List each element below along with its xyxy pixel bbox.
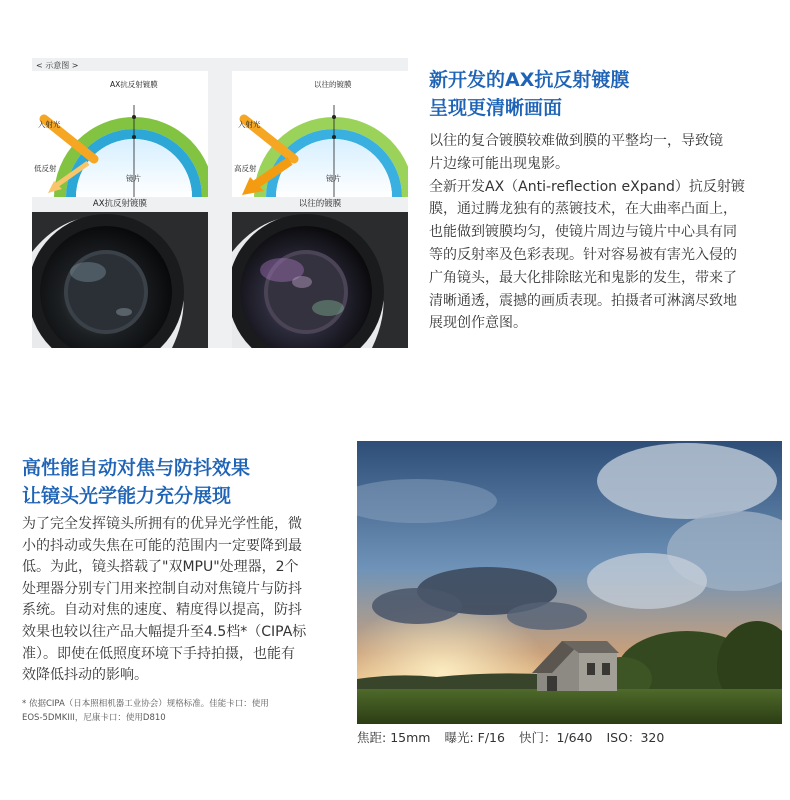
paragraph-line: 片边缘可能出现鬼影。 — [429, 155, 569, 172]
incident-light-label: 入射光 — [38, 120, 61, 129]
exif-label: 快门： — [518, 730, 557, 745]
exif-label: 曝光: — [444, 730, 478, 745]
af-vc-heading — [22, 454, 250, 510]
paragraph-line: 为了完全发挥镜头所拥有的优异光学性能，微 — [22, 516, 302, 532]
paragraph-line: 以往的复合镀膜较难做到膜的平整均一，导致镜 — [429, 133, 723, 149]
ax-coating-heading — [429, 66, 629, 122]
previous-coating-label: 以往的镀膜 — [314, 80, 352, 89]
low-reflection-label: 低反射 — [34, 164, 57, 173]
heading-line: 新开发的AX抗反射镀膜 — [429, 69, 630, 91]
paragraph-line: 效果也较以往产品大幅提升至4.5档*（CIPA标 — [22, 623, 307, 640]
high-reflection-label: 高反射 — [234, 164, 257, 173]
lens-label: 镜片 — [126, 174, 141, 183]
diagram-caption: < 示意图 > — [36, 61, 79, 70]
af-vc-description — [22, 514, 352, 687]
paragraph-line: 等的反射率及色彩表现。针对容易被有害光入侵的 — [429, 246, 737, 263]
exif-label: ISO： — [606, 730, 641, 745]
exif-value: 1/640 — [556, 730, 593, 745]
paragraph-line: 低。为此，镜头搭载了"双MPU"处理器，2个 — [22, 559, 299, 576]
paragraph-line: 广角镜头，最大化排除眩光和鬼影的发生，带来了 — [429, 269, 737, 286]
lens-label: 镜片 — [326, 174, 341, 183]
paragraph-line: 小的抖动或失焦在可能的范围内一定要降到最 — [22, 537, 302, 554]
paragraph-line: 膜，通过腾龙独有的蒸镀技术，在大曲率凸面上， — [429, 201, 737, 218]
heading-line: 呈现更清晰画面 — [429, 97, 563, 119]
ax-photo-title: AX抗反射镀膜 — [92, 199, 148, 209]
heading-line: 让镜头光学能力充分展现 — [22, 485, 232, 507]
ax-coating-description — [429, 130, 784, 335]
cipa-footnote — [22, 697, 352, 725]
shutter-info — [519, 728, 593, 746]
exif-value: 320 — [640, 730, 665, 745]
paragraph-line: 展现创作意图。 — [429, 315, 527, 332]
previous-coating-illustration — [232, 71, 408, 197]
iso-info — [607, 728, 665, 746]
paragraph-line: 清晰通透，震撼的画质表现。拍摄者可淋漓尽致地 — [429, 292, 737, 309]
previous-lens-photo — [232, 212, 408, 348]
ax-coating-label: AX抗反射镀膜 — [110, 80, 158, 89]
previous-photo-title: 以往的镀膜 — [298, 199, 342, 209]
paragraph-line: 效降低抖动的影响。 — [22, 667, 148, 684]
paragraph-line: 准）。即使在低照度环境下手持拍摄，也能有 — [22, 645, 295, 662]
footnote-line: * 依据CIPA（日本照相机器工业协会）规格标准。佳能卡口：使用 — [22, 699, 269, 709]
paragraph-line: 全新开发AX（Anti-reflection eXpand）抗反射镀 — [429, 178, 745, 195]
ax-coating-diagram — [32, 58, 408, 348]
ax-lens-photo — [32, 212, 208, 348]
paragraph-line: 也能做到镀膜均匀，使镜片周边与镜片中心具有同 — [429, 224, 737, 241]
photo-exif-info — [357, 728, 782, 746]
sample-landscape-photo — [357, 441, 782, 724]
exif-value: F/16 — [477, 730, 505, 745]
paragraph-line: 系统。自动对焦的速度、精度得以提高，防抖 — [22, 602, 302, 619]
aperture-info — [444, 728, 505, 746]
incident-light-label: 入射光 — [238, 120, 261, 129]
footnote-line: EOS-5DMKIII，尼康卡口：使用D810 — [22, 713, 166, 723]
ax-coating-illustration — [32, 71, 208, 197]
exif-label: 焦距: — [357, 730, 391, 745]
paragraph-line: 处理器分别专门用来控制自动对焦镜片与防抖 — [22, 580, 302, 597]
heading-line: 高性能自动对焦与防抖效果 — [22, 457, 251, 479]
exif-value: 15mm — [390, 730, 431, 745]
focal-length-info — [357, 728, 430, 746]
